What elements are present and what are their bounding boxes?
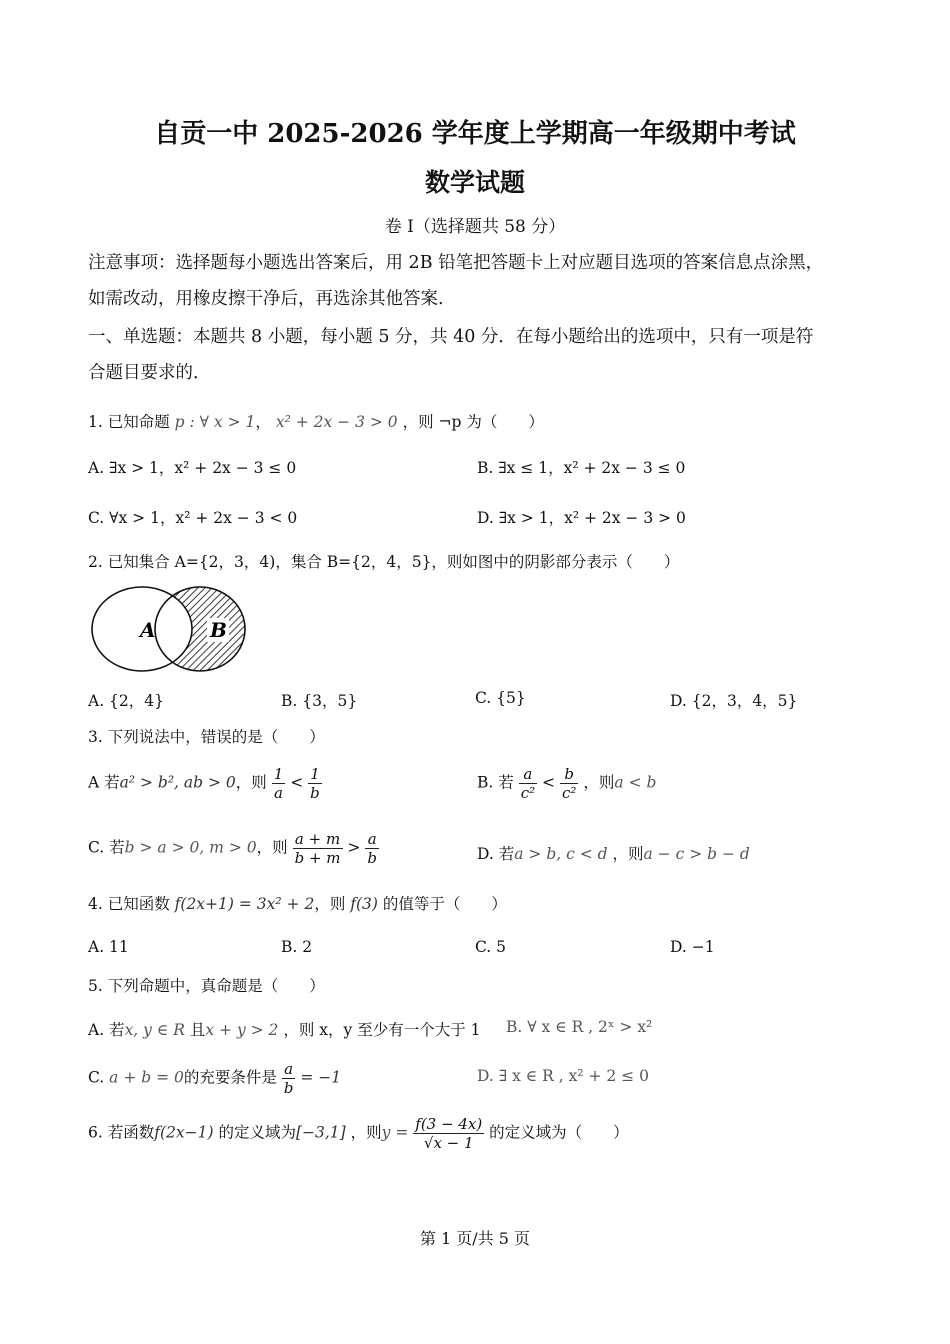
page-footer: 第 1 页/共 5 页: [419, 1229, 531, 1248]
q3-option-c: C. 若b > a > 0, m > 0，则 $\frac{a + m}{b + m}$ > $\frac{a}{b}$: [88, 830, 378, 867]
q5-stem: 5. 下列命题中，真命题是（ ）: [88, 977, 325, 995]
q2-option-a: A. {2，4}: [88, 692, 164, 710]
q1-option-c: C. ∀x > 1，x² + 2x − 3 < 0: [88, 509, 298, 527]
q2-option-c: C. {5}: [475, 689, 526, 707]
venn-label-b: B: [210, 618, 227, 642]
q4-option-c: C. 5: [475, 938, 507, 956]
q2-stem: 2. 已知集合 A={2，3，4)，集合 B={2，4，5}，则如图中的阴影部分表示（ ）: [88, 553, 680, 571]
q6-stem: 6. 若函数f(2x−1) 的定义域为[−3,1] ，则y = $\frac{f(3 - 4x)}{√x - 1}$ 的定义域为（ ）: [88, 1115, 629, 1152]
q3-stem: 3. 下列说法中，错误的是（ ）: [88, 728, 325, 746]
exam-title: 自贡一中 2025-2026 学年度上学期高一年级期中考试: [154, 119, 796, 149]
venn-label-a: A: [140, 618, 156, 642]
q1-option-b: B. ∃x ≤ 1，x² + 2x − 3 ≤ 0: [477, 459, 686, 477]
q4-option-b: B. 2: [281, 938, 313, 956]
q4-option-d: D. −1: [670, 938, 715, 956]
q2-option-b: B. {3，5}: [281, 692, 358, 710]
venn-svg: [90, 582, 250, 677]
q3-option-b: B. 若 $\frac{a}{\text{c²}}$ < $\frac{b}{\text{c²}}$ ，则a < b: [477, 765, 657, 802]
notice-line-2: 如需改动，用橡皮擦干净后，再选涂其他答案.: [88, 289, 444, 309]
q5-option-b: B. ∀ x ∈ R , 2ˣ > x²: [506, 1018, 653, 1036]
q1-option-d: D. ∃x > 1，x² + 2x − 3 > 0: [477, 509, 686, 527]
q1-stem: 1. 已知命题 p : ∀ x > 1， x² + 2x − 3 > 0 ，则 ¬p 为（ ）: [88, 413, 544, 431]
notice-line-1: 注意事项：选择题每小题选出答案后，用 2B 铅笔把答题卡上对应题目选项的答案信息点涂黑，: [88, 253, 824, 273]
q1-option-a: A. ∃x > 1，x² + 2x − 3 ≤ 0: [88, 459, 297, 477]
q5-option-c: C. a + b = 0的充要条件是 $\frac{a}{b}$ = −1: [88, 1060, 342, 1097]
volume-label: 卷 I（选择题共 58 分）: [384, 217, 566, 237]
q4-stem: 4. 已知函数 f(2x+1) = 3x² + 2，则 f(3) 的值等于（ ）: [88, 895, 507, 913]
venn-diagram: [90, 582, 250, 677]
q5-option-a: A. 若x, y ∈ R 且x + y > 2 ，则 x，y 至少有一个大于 1: [88, 1021, 481, 1039]
q3-option-d: D. 若a > b, c < d ，则a − c > b − d: [477, 845, 750, 863]
section-line-2: 合题目要求的．: [88, 363, 211, 383]
q2-option-d: D. {2，3，4，5}: [670, 692, 798, 710]
q4-option-a: A. 11: [88, 938, 129, 956]
exam-subtitle: 数学试题: [424, 168, 525, 197]
q3-option-a: A 若a² > b², ab > 0，则 $\frac{1}{a}$ < $\frac{1}{b}$: [88, 765, 320, 802]
section-line-1: 一、单选题：本题共 8 小题，每小题 5 分，共 40 分．在每小题给出的选项中，只有一项是符: [88, 327, 814, 347]
q5-option-d: D. ∃ x ∈ R , x² + 2 ≤ 0: [477, 1067, 649, 1085]
